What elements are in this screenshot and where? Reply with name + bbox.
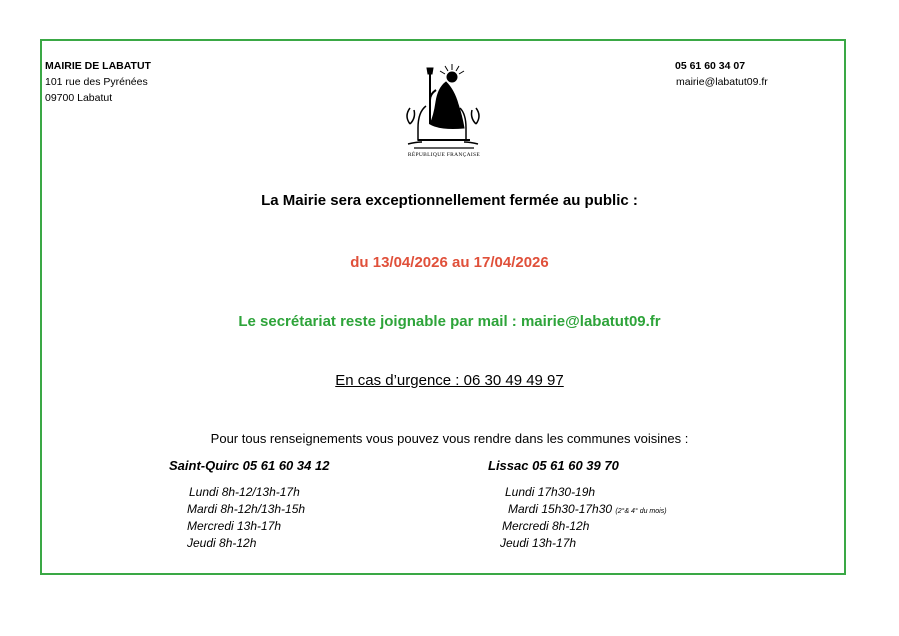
marianne-emblem-icon — [396, 62, 492, 162]
mail-contact-line: Le secrétariat reste joignable par mail : mairie@labatut09.fr — [238, 313, 661, 330]
header-phone: 05 61 60 34 07 — [675, 60, 746, 72]
hours-line: Jeudi 8h-12h — [187, 536, 257, 550]
commune-title-saint-quirc: Saint-Quirc 05 61 60 34 12 — [169, 458, 330, 473]
header-email[interactable]: mairie@labatut09.fr — [676, 76, 768, 88]
hours-line: Lundi 8h-12/13h-17h — [189, 485, 300, 499]
address-line2: 09700 Labatut — [45, 92, 113, 104]
urgent-phone-text: En cas d’urgence : 06 30 49 49 97 — [335, 372, 564, 389]
commune-title-lissac: Lissac 05 61 60 39 70 — [488, 458, 619, 473]
info-line: Pour tous renseignements vous pouvez vous rendre dans les communes voisines : — [210, 431, 689, 446]
closure-dates: du 13/04/2026 au 17/04/2026 — [350, 254, 549, 271]
urgent-line — [0, 372, 899, 389]
hours-line: Jeudi 13h-17h — [500, 536, 577, 550]
hours-text: Mardi 15h30-17h30 — [508, 502, 613, 516]
emblem-caption: RÉPUBLIQUE FRANÇAISE — [407, 152, 481, 158]
hours-line: Mardi 8h-12h/13h-15h — [187, 502, 306, 516]
mairie-name: MAIRIE DE LABATUT — [45, 60, 151, 72]
tuesday-note: (2°& 4° du mois) — [615, 508, 667, 515]
hours-line: Mercredi 13h-17h — [187, 519, 282, 533]
address-line1: 101 rue des Pyrénées — [45, 76, 148, 88]
closed-announcement: La Mairie sera exceptionnellement fermée au public : — [261, 192, 638, 209]
hours-line: Lundi 17h30-19h — [505, 485, 596, 499]
hours-line: Mercredi 8h-12h — [502, 519, 590, 533]
